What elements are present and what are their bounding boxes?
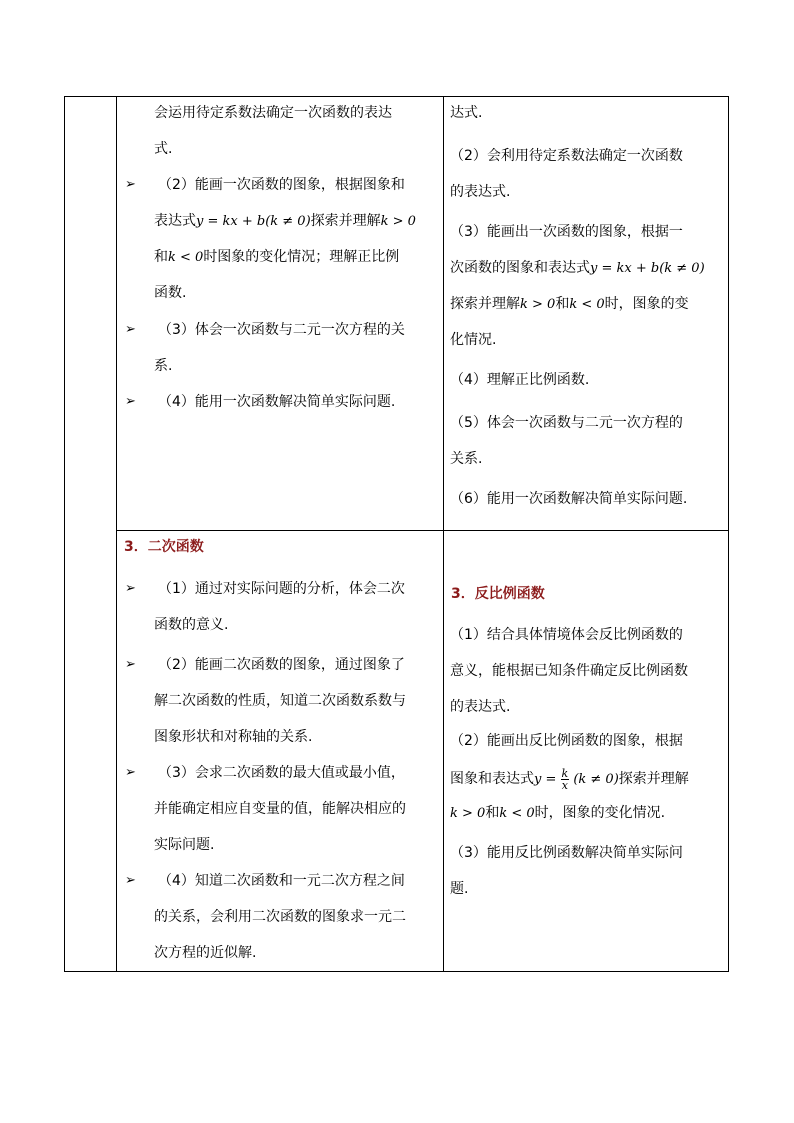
text-line: 化情况.	[450, 332, 497, 348]
math-expression: k > 0	[520, 297, 556, 312]
text-line: （4）知道二次函数和一元二次方程之间	[158, 873, 405, 889]
cell-quadratic-function-goals	[117, 531, 443, 971]
text-line: 函数的意义.	[154, 617, 229, 633]
text-line: （4）理解正比例函数.	[450, 372, 590, 388]
text-line: 次函数的图象和表达式y = kx + b(k ≠ 0)	[450, 260, 705, 276]
text-line: （2）能画出反比例函数的图象，根据	[450, 733, 683, 749]
text-line: （4）能用一次函数解决简单实际问题.	[158, 394, 396, 410]
text-line: 会运用待定系数法确定一次函数的表达	[154, 105, 392, 121]
text-line: （2）会利用待定系数法确定一次函数	[450, 148, 683, 164]
section-heading-inverse-proportion: 3．反比例函数	[451, 586, 545, 602]
text-line: 次方程的近似解.	[154, 945, 257, 961]
section-heading-quadratic: 3．二次函数	[124, 539, 204, 555]
text-line: 图象和表达式y = $\frac{k}{x}$ (k ≠ 0)探索并理解	[450, 767, 689, 792]
text-line: 的关系，会利用二次函数的图象求一元二	[154, 909, 406, 925]
text-line: 的表达式.	[450, 184, 511, 200]
text-line: 意义，能根据已知条件确定反比例函数	[450, 663, 688, 679]
text-line: （2）能画二次函数的图象，通过图象了	[158, 657, 405, 673]
text-line: 图象形状和对称轴的关系.	[154, 729, 313, 745]
cell-inverse-proportion-goals	[444, 531, 728, 971]
text-line: 和k < 0时图象的变化情况；理解正比例	[154, 249, 400, 265]
arrow-bullet-icon: ➢	[125, 657, 136, 672]
arrow-bullet-icon: ➢	[125, 873, 136, 888]
table-border-left	[64, 96, 65, 972]
text-line: 题.	[450, 881, 469, 897]
table-border-right	[728, 96, 729, 972]
text-line: （1）结合具体情境体会反比例函数的	[450, 627, 683, 643]
text-line: 并能确定相应自变量的值，能解决相应的	[154, 801, 406, 817]
math-expression: k > 0	[450, 806, 486, 821]
text-line: （3）会求二次函数的最大值或最小值，	[158, 765, 405, 781]
cell-linear-function-goals-right	[444, 96, 728, 530]
text-line: 达式.	[450, 105, 483, 121]
text-line: （5）体会一次函数与二元一次方程的	[450, 415, 683, 431]
text-line: 探索并理解k > 0和k < 0时，图象的变	[450, 296, 689, 312]
arrow-bullet-icon: ➢	[125, 322, 136, 337]
arrow-bullet-icon: ➢	[125, 394, 136, 409]
text-line: （1）通过对实际问题的分析，体会二次	[158, 581, 405, 597]
text-line: （3）能画出一次函数的图象，根据一	[450, 224, 683, 240]
cell-linear-function-goals-left	[117, 96, 443, 530]
text-line: 的表达式.	[450, 699, 511, 715]
math-expression: k > 0	[380, 214, 416, 229]
arrow-bullet-icon: ➢	[125, 581, 136, 596]
text-line: （3）能用反比例函数解决简单实际问	[450, 845, 683, 861]
curriculum-table	[64, 96, 729, 972]
arrow-bullet-icon: ➢	[125, 177, 136, 192]
text-line: 式.	[154, 141, 173, 157]
math-expression: k < 0	[569, 297, 605, 312]
fraction: $\frac{k}{x}$	[561, 767, 569, 792]
text-line: 函数.	[154, 285, 187, 301]
text-line: k > 0和k < 0时，图象的变化情况.	[450, 805, 666, 821]
math-expression: y = kx + b(k ≠ 0)	[590, 261, 705, 276]
text-line: 关系.	[450, 451, 483, 467]
math-expression: y = kx + b(k ≠ 0)	[196, 214, 311, 229]
arrow-bullet-icon: ➢	[125, 765, 136, 780]
math-expression: y = $\frac{k}{x}$ (k ≠ 0)	[534, 767, 619, 792]
table-border-bottom	[64, 971, 729, 972]
text-line: （6）能用一次函数解决简单实际问题.	[450, 491, 688, 507]
text-line: 实际问题.	[154, 837, 215, 853]
text-line: 表达式y = kx + b(k ≠ 0)探索并理解k > 0	[154, 213, 416, 229]
math-expression: k < 0	[168, 250, 204, 265]
text-line: 解二次函数的性质，知道二次函数系数与	[154, 693, 406, 709]
math-expression: k < 0	[499, 806, 535, 821]
text-line: 系.	[154, 358, 173, 374]
text-line: （2）能画一次函数的图象，根据图象和	[158, 177, 405, 193]
text-line: （3）体会一次函数与二元一次方程的关	[158, 322, 405, 338]
